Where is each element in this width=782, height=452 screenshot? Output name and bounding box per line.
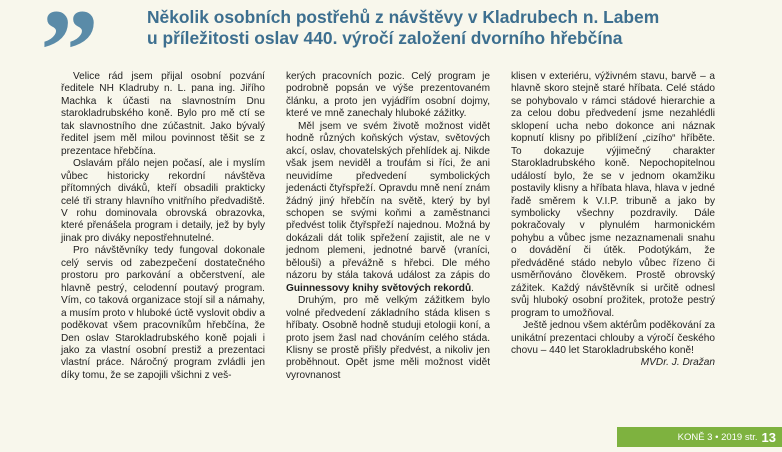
column-2 — [286, 71, 490, 382]
paragraph: Velice rád jsem přijal osobní pozvání ředitele NH Kladruby n. L. pana ing. Jiřího Machka k účasti na slavnostním Dnu starokladrubského koně. Bylo pro mě ctí se tak slavnostního dne zúčastnit. Jako bývalý ředitel jsem měl milou povinnost těšit se z prezentace hřebčína. — [61, 71, 265, 157]
page-footer — [617, 427, 782, 447]
paragraph: Oslavám přálo nejen počasí, ale i myslím vůbec historicky rekordní návštěva přítomných diváků, kteří obsadili prakticky celé tři strany hlavního vnitřního předvadiště. V rohu dominovala obrovská obrazovka, které přenášela program i detaily, jež by byly jinak pro diváky nepostřehnutelné. — [61, 158, 265, 244]
title-line-2: u příležitosti oslav 440. výročí založení dvorního hřebčína — [147, 28, 623, 48]
quote-mark-icon: ” — [40, 0, 93, 116]
page-number: 13 — [761, 429, 776, 445]
paragraph: Ještě jednou všem aktérům poděkování za unikátní prezentaci chlouby a výročí českého chovu – 440 let Starokladrubského koně! — [511, 320, 715, 356]
author-signature: MVDr. J. Dražan — [640, 357, 715, 369]
title-line-1: Několik osobních postřehů z návštěvy v Kladrubech n. Labem — [147, 7, 660, 27]
paragraph — [286, 121, 490, 295]
paragraph: Druhým, pro mě velkým zážitkem bylo volné předvedení základního stáda klisen s hříbaty. Osobně hodně studuji etologii koní, a proto jsem žasl nad chováním celého stáda. Klisny se prostě přišly předvést, a nikoliv jen proběhnout. Opět jsme měli možnost vidět vyrovnanost — [286, 295, 490, 381]
article-title — [147, 7, 767, 49]
paragraph-end: . — [471, 282, 474, 294]
record-book-name: Guinnessovy knihy světových rekordů — [286, 282, 472, 294]
paragraph: kerých pracovních pozic. Celý program je podrobně popsán ve výše prezentovaném článku, a proto jen vyjádřím osobní dojmy, které ve mně zanechaly hluboké zážitky. — [286, 71, 490, 120]
paragraph-text: Měl jsem ve svém životě možnost vidět hodně různých koňských výstav, světových akcí, oslav, chovatelských přehlídek aj. Nikde však jsem neviděl a troufám si říci, že ani neuvidíme předvedení symbolických jedenácti čtyřspřeží. Opravdu mně není znám žádný jiný hřebčín na světě, který by byl schopen se svými koňmi a zaměstnanci předvést tolik čtyřspřeží najednou. Možná by dokázali dát tolik spřežení zajistit, ale ne v jednom plemeni, jednotné barvě (vraníci, bělouši) a převážně s hřebci. Dle mého názoru by stála taková událost za zápis do — [286, 120, 490, 282]
column-3 — [511, 71, 715, 370]
column-1 — [61, 71, 265, 382]
paragraph: klisen v exteriéru, výživném stavu, barvě – a hlavně skoro stejně staré hříbata. Celé stádo se pohybovalo v rámci stádové hierarchie a za celou dobu předvedení jsme nezahlédli sklopení ucha nebo dokonce ani náznak kopnutí klisny po přiblížení „cizího“ hříběte. To dokazuje výjimečný charakter Starokladrubského koně. Nepochopitelnou událostí bylo, že se v jednom okamžiku postavily klisny a hříbata hlava, hlava v jedné řadě směrem k V.I.P. tribuně a jako by symbolicky všechny pozdravily. Dále pokračovaly v plynulém harmonickém pohybu a vůbec jsme nezaznamenali snahu o dovádění či útěk. Podotýkám, že předváděné stádo nebylo vůbec řízeno či usměrňováno člověkem. Prostě obrovský zážitek. Každý návštěvník si určitě odnesl svůj hluboký osobní prožitek, protože pestrý program to umožňoval. — [511, 71, 715, 319]
footer-label: KONĚ 3 • 2019 str. — [677, 431, 758, 443]
paragraph: Pro návštěvníky tedy fungoval dokonale celý servis od zabezpečení dostatečného prostoru pro parkování a občerstvení, ale hlavně pestrý, celodenní poutavý program. Vím, co taková organizace stojí sil a námahy, a musím proto v hluboké úctě vyslovit obdiv a poděkovat všem pracovníkům hřebčína, že Den oslav Starokladrubského koně pojali i jako za vlastní osobní prestiž a prezentaci vlastní práce. Náročný program zvládli jen díky tomu, že se zapojili všichni z veš- — [61, 245, 265, 381]
